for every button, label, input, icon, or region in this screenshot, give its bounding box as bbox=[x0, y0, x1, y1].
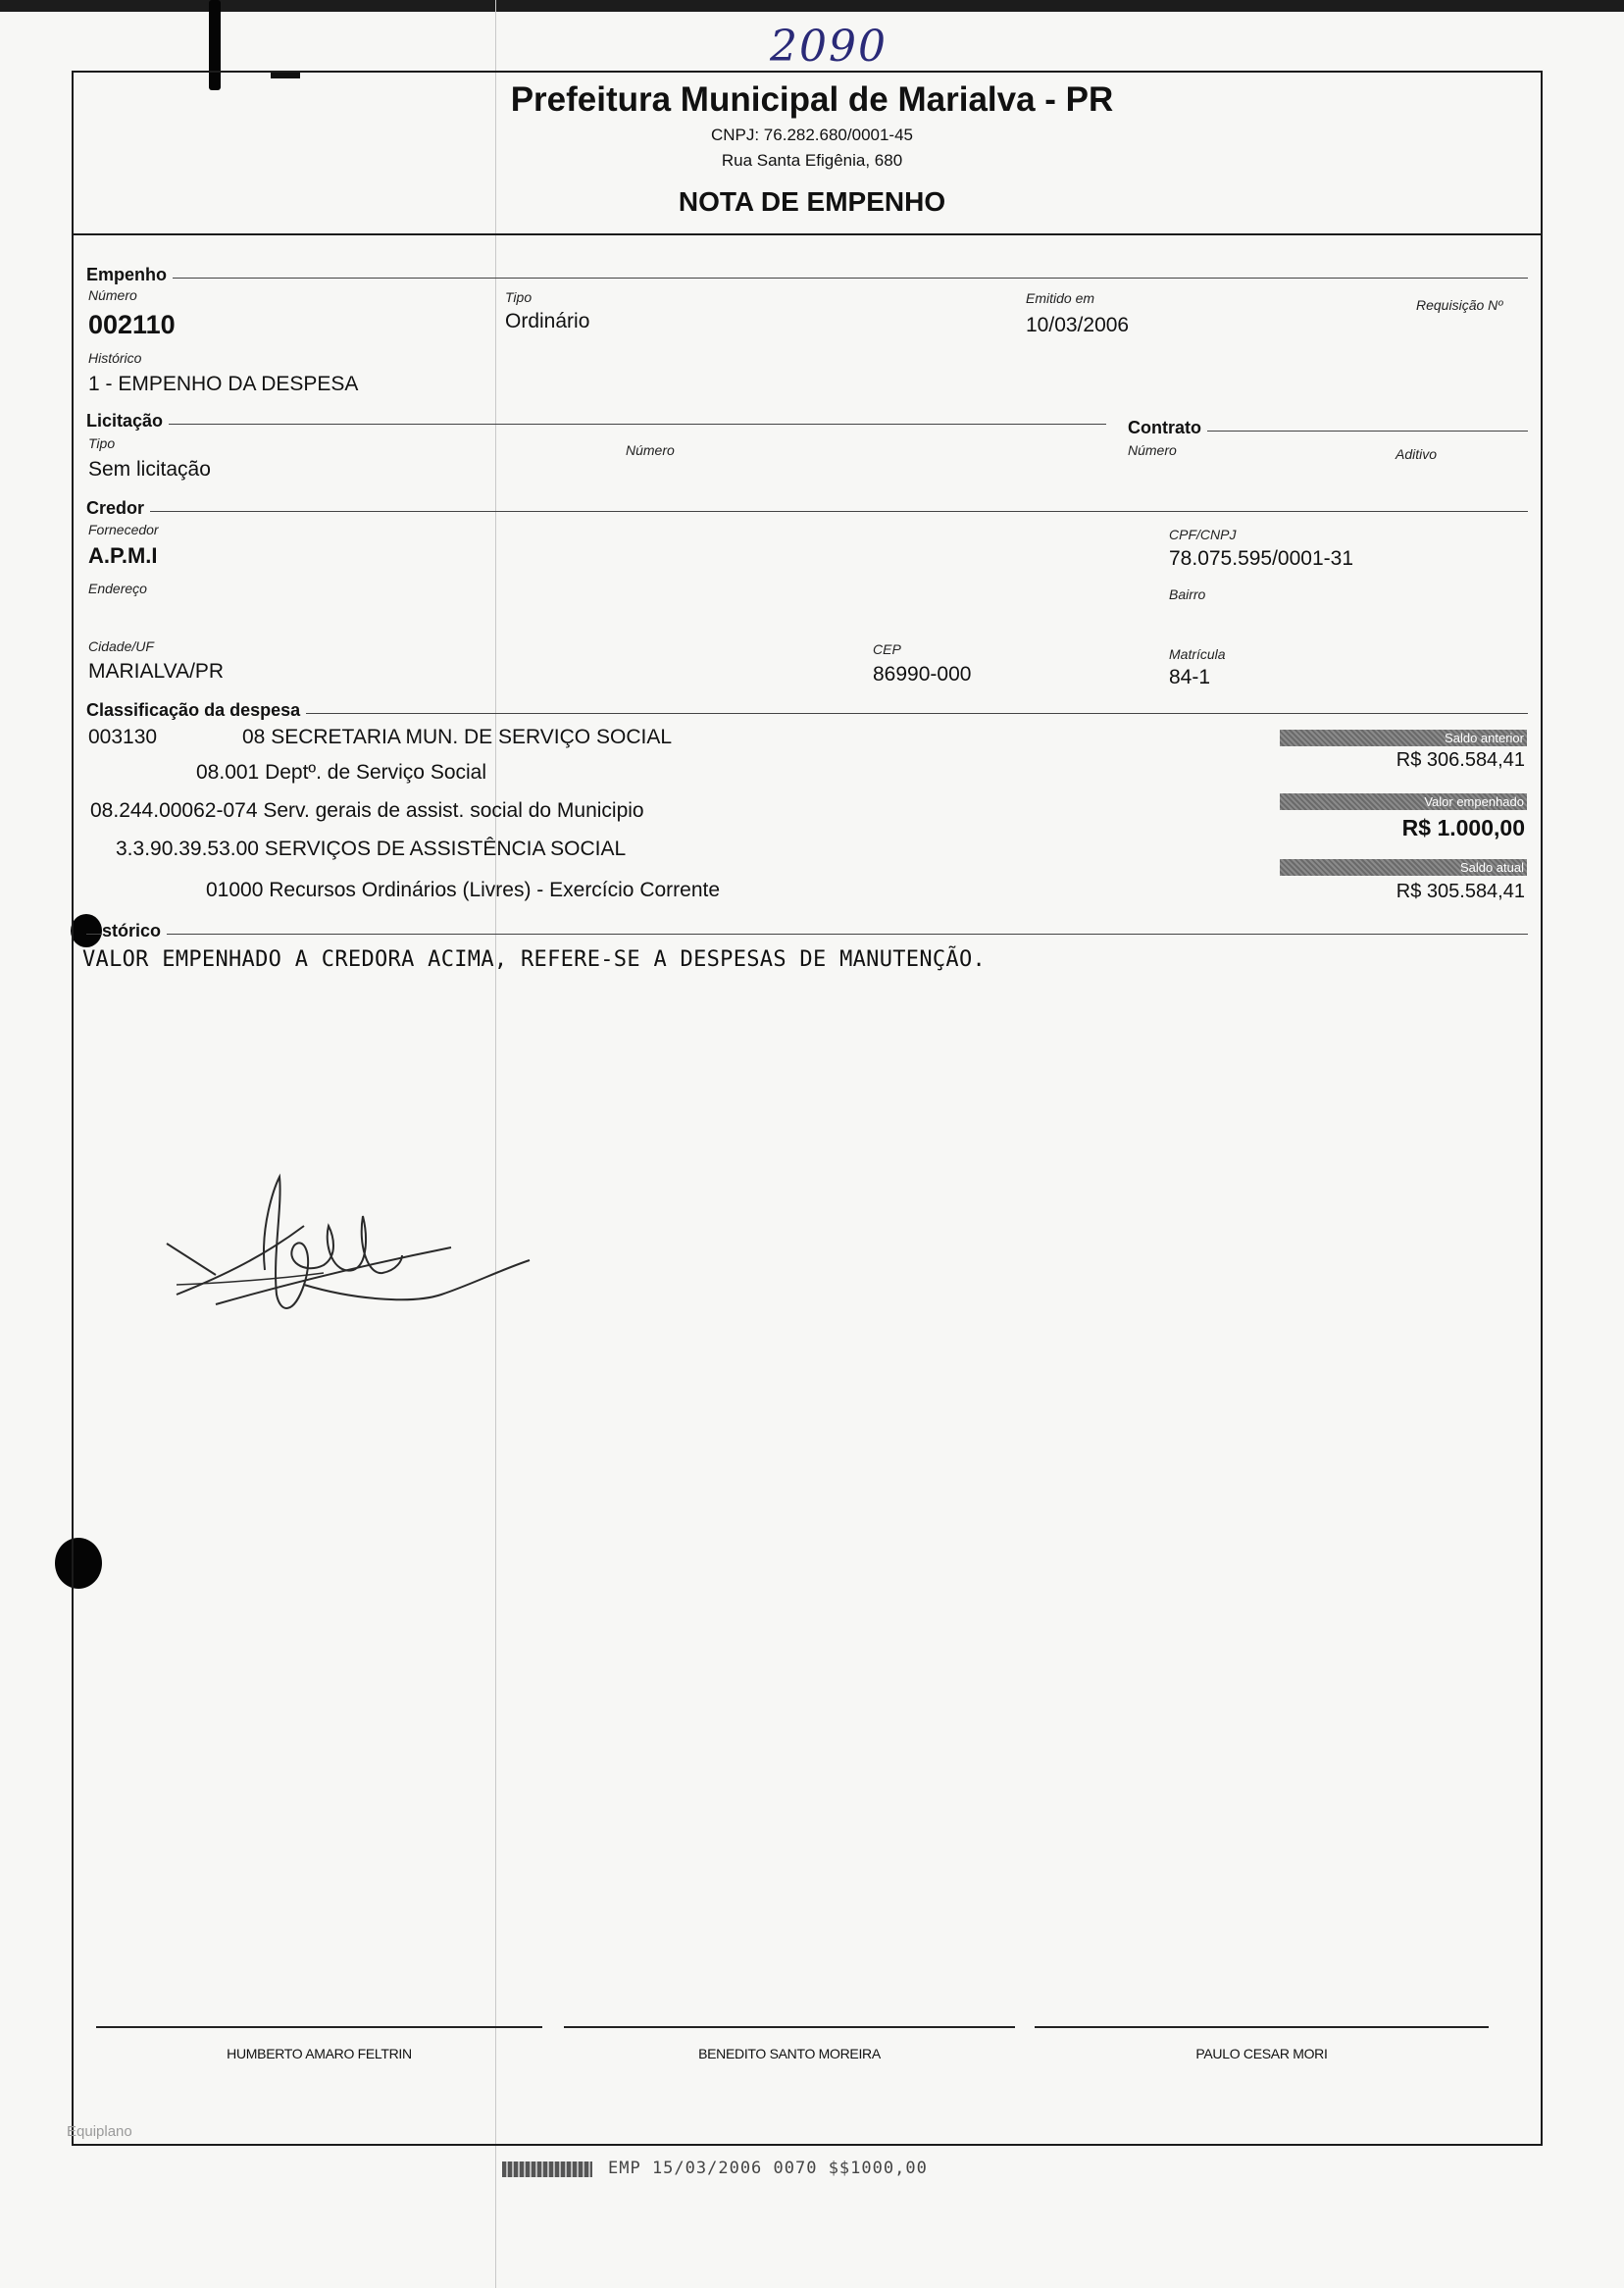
licitacao-rule bbox=[86, 424, 1106, 425]
saldo-anterior-label: Saldo anterior bbox=[1280, 730, 1527, 746]
signatory-name: BENEDITO SANTO MOREIRA bbox=[698, 2046, 881, 2061]
classificacao-line: 08 SECRETARIA MUN. DE SERVIÇO SOCIAL bbox=[242, 726, 673, 748]
mechanical-stamp: EMP 15/03/2006 0070 $$1000,00 bbox=[608, 2159, 928, 2178]
endereco-label: Endereço bbox=[88, 581, 147, 596]
signature-line bbox=[96, 2026, 542, 2028]
contrato-aditivo-label: Aditivo bbox=[1396, 446, 1438, 462]
stamp-logo-icon bbox=[502, 2161, 592, 2177]
signature-line bbox=[1035, 2026, 1489, 2028]
handwritten-signature bbox=[157, 1167, 539, 1334]
cnpj-text: CNPJ: 76.282.680/0001-45 bbox=[710, 126, 914, 144]
signature-line bbox=[564, 2026, 1015, 2028]
bairro-label: Bairro bbox=[1169, 586, 1206, 602]
handwritten-page-number: 2090 bbox=[770, 22, 888, 72]
empenho-tipo-label: Tipo bbox=[505, 289, 533, 305]
licitacao-numero-label: Número bbox=[626, 442, 675, 458]
header-divider bbox=[74, 233, 1541, 235]
address-text: Rua Santa Efigênia, 680 bbox=[721, 151, 903, 170]
software-brand: Equiplano bbox=[67, 2123, 132, 2140]
saldo-atual-label: Saldo atual bbox=[1280, 859, 1527, 876]
fornecedor-name: A.P.M.I bbox=[88, 543, 158, 568]
matricula-label: Matrícula bbox=[1169, 646, 1226, 662]
cpf-value: 78.075.595/0001-31 bbox=[1169, 547, 1354, 570]
historico-text: VALOR EMPENHADO A CREDORA ACIMA, REFERE-SE A DESPESAS DE MANUTENÇÃO. bbox=[82, 947, 987, 972]
matricula-value: 84-1 bbox=[1169, 666, 1211, 688]
scan-top-edge bbox=[0, 0, 1624, 12]
valor-empenhado-label: Valor empenhado bbox=[1280, 793, 1527, 810]
historico-section-label: stórico bbox=[102, 921, 167, 941]
signatory-name: PAULO CESAR MORI bbox=[1195, 2046, 1328, 2061]
empenho-numero: 002110 bbox=[88, 310, 176, 339]
emitido-date: 10/03/2006 bbox=[1026, 314, 1130, 336]
empenho-tipo: Ordinário bbox=[505, 310, 590, 332]
cidade-value: MARIALVA/PR bbox=[88, 660, 225, 683]
document-type: NOTA DE EMPENHO bbox=[678, 186, 946, 217]
emitido-label: Emitido em bbox=[1026, 290, 1095, 306]
cidade-label: Cidade/UF bbox=[88, 638, 154, 654]
cpf-label: CPF/CNPJ bbox=[1169, 527, 1237, 542]
classificacao-line: 08.244.00062-074 Serv. gerais de assist. social do Municipio bbox=[90, 799, 644, 822]
page-title: Prefeitura Municipal de Marialva - PR bbox=[510, 80, 1114, 119]
empenho-historico-label: Histórico bbox=[88, 350, 142, 366]
empenho-historico: 1 - EMPENHO DA DESPESA bbox=[88, 373, 359, 395]
empenho-section-label: Empenho bbox=[86, 265, 173, 285]
fornecedor-label: Fornecedor bbox=[88, 522, 159, 537]
saldo-atual-value: R$ 305.584,41 bbox=[1396, 881, 1525, 902]
licitacao-tipo: Sem licitação bbox=[88, 458, 211, 481]
classificacao-section-label: Classificação da despesa bbox=[86, 700, 306, 721]
cep-label: CEP bbox=[873, 641, 901, 657]
signatory-name: HUMBERTO AMARO FELTRIN bbox=[227, 2046, 412, 2061]
empenho-rule bbox=[86, 278, 1528, 279]
saldo-anterior-value: R$ 306.584,41 bbox=[1396, 749, 1525, 771]
cep-value: 86990-000 bbox=[873, 663, 972, 686]
licitacao-section-label: Licitação bbox=[86, 411, 169, 432]
classificacao-line: 01000 Recursos Ordinários (Livres) - Exercício Corrente bbox=[206, 879, 721, 901]
credor-rule bbox=[86, 511, 1528, 512]
credor-section-label: Credor bbox=[86, 498, 150, 519]
classificacao-line: 003130 bbox=[88, 726, 158, 748]
licitacao-tipo-label: Tipo bbox=[88, 435, 116, 451]
contrato-numero-label: Número bbox=[1128, 442, 1177, 458]
empenho-numero-label: Número bbox=[88, 287, 137, 303]
historico-rule bbox=[86, 934, 1528, 935]
classificacao-line: 08.001 Deptº. de Serviço Social bbox=[196, 761, 487, 784]
classificacao-line: 3.3.90.39.53.00 SERVIÇOS DE ASSISTÊNCIA SOCIAL bbox=[116, 838, 627, 860]
requisicao-label: Requisição Nº bbox=[1416, 297, 1503, 313]
contrato-section-label: Contrato bbox=[1128, 418, 1207, 438]
valor-empenhado-value: R$ 1.000,00 bbox=[1401, 815, 1525, 840]
